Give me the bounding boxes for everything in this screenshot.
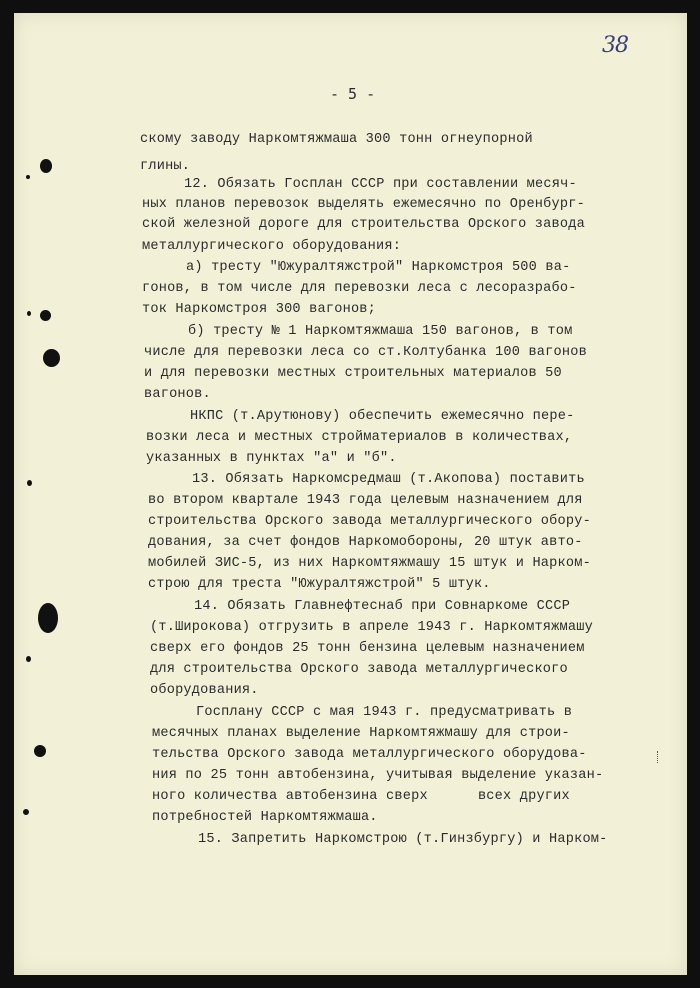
text-line: ных планов перевозок выделять ежемесячно по Оренбург- (142, 197, 585, 212)
text-line: месячных планах выделение Наркомтяжмашу для строи- (152, 726, 570, 741)
text-line: 12. Обязать Госплан СССР при составлении месяч- (184, 177, 577, 192)
text-line: Госплану СССР с мая 1943 г. предусматривать в (196, 705, 573, 720)
text-line: ской железной дороге для строительства Орского завода (142, 217, 585, 232)
text-line: ток Наркомстроя 300 вагонов; (142, 302, 377, 317)
text-line: тельства Орского завода металлургического оборудова- (152, 747, 587, 762)
text-line: возки леса и местных стройматериалов в количествах, (146, 430, 573, 445)
punch-hole (43, 349, 60, 367)
text-line: вагонов. (144, 387, 211, 402)
punch-hole (38, 603, 58, 633)
text-line: а) тресту "Южуралтяжстрой" Наркомстроя 500 ва- (186, 260, 571, 275)
punch-hole (40, 310, 51, 321)
punch-hole (40, 159, 52, 173)
punch-hole (23, 809, 29, 815)
text-line: во втором квартале 1943 года целевым назначением для (148, 493, 583, 508)
text-line: для строительства Орского завода металлургического (150, 662, 568, 677)
text-line: числе для перевозки леса со ст.Колтубанка 100 вагонов (144, 345, 587, 360)
text-line: дования, за счет фондов Наркомобороны, 20 штук авто- (148, 535, 583, 550)
text-line: металлургического оборудования: (142, 239, 402, 254)
text-line: НКПС (т.Арутюнову) обеспечить ежемесячно пере- (190, 409, 575, 424)
text-line: указанных в пунктах "а" и "б". (146, 451, 397, 466)
text-line: гонов, в том числе для перевозки леса с лесоразрабо- (142, 281, 577, 296)
page-marker: - 5 - (330, 85, 376, 103)
text-line: (т.Широкова) отгрузить в апреле 1943 г. Наркомтяжмашу (150, 620, 593, 635)
text-line: строю для треста "Южуралтяжстрой" 5 штук. (148, 577, 491, 592)
punch-hole (27, 311, 31, 316)
text-line: оборудования. (150, 683, 259, 698)
text-line: ния по 25 тонн автобензина, учитывая выделение указан- (152, 768, 604, 783)
text-line: скому заводу Наркомтяжмаша 300 тонн огнеупорной (140, 132, 533, 147)
archive-page-number: 38 (602, 33, 628, 58)
text-line: 14. Обязать Главнефтеснаб при Совнаркоме СССР (194, 599, 571, 614)
text-line: б) тресту № 1 Наркомтяжмаша 150 вагонов, в том (188, 324, 573, 339)
punch-hole (26, 656, 31, 662)
punch-hole (34, 745, 46, 757)
text-line: 15. Запретить Наркомстрою (т.Гинзбургу) и Нарком- (198, 832, 608, 847)
text-line: 13. Обязать Наркомсредмаш (т.Акопова) поставить (192, 472, 585, 487)
punch-hole (27, 480, 32, 486)
text-line: глины. (140, 159, 191, 174)
text-line: сверх его фондов 25 тонн бензина целевым назначением (150, 641, 585, 656)
text-line: и для перевозки местных строительных материалов 50 (144, 366, 562, 381)
text-line: строительства Орского завода металлургического обору- (148, 514, 591, 529)
text-line: ного количества автобензина сверх всех других (152, 789, 570, 804)
text-line: мобилей ЗИС-5, из них Наркомтяжмашу 15 штук и Нарком- (148, 556, 591, 571)
punch-hole (26, 175, 30, 179)
document-page (14, 13, 687, 975)
text-line: потребностей Наркомтяжмаша. (152, 810, 378, 825)
stray-mark (657, 751, 660, 763)
